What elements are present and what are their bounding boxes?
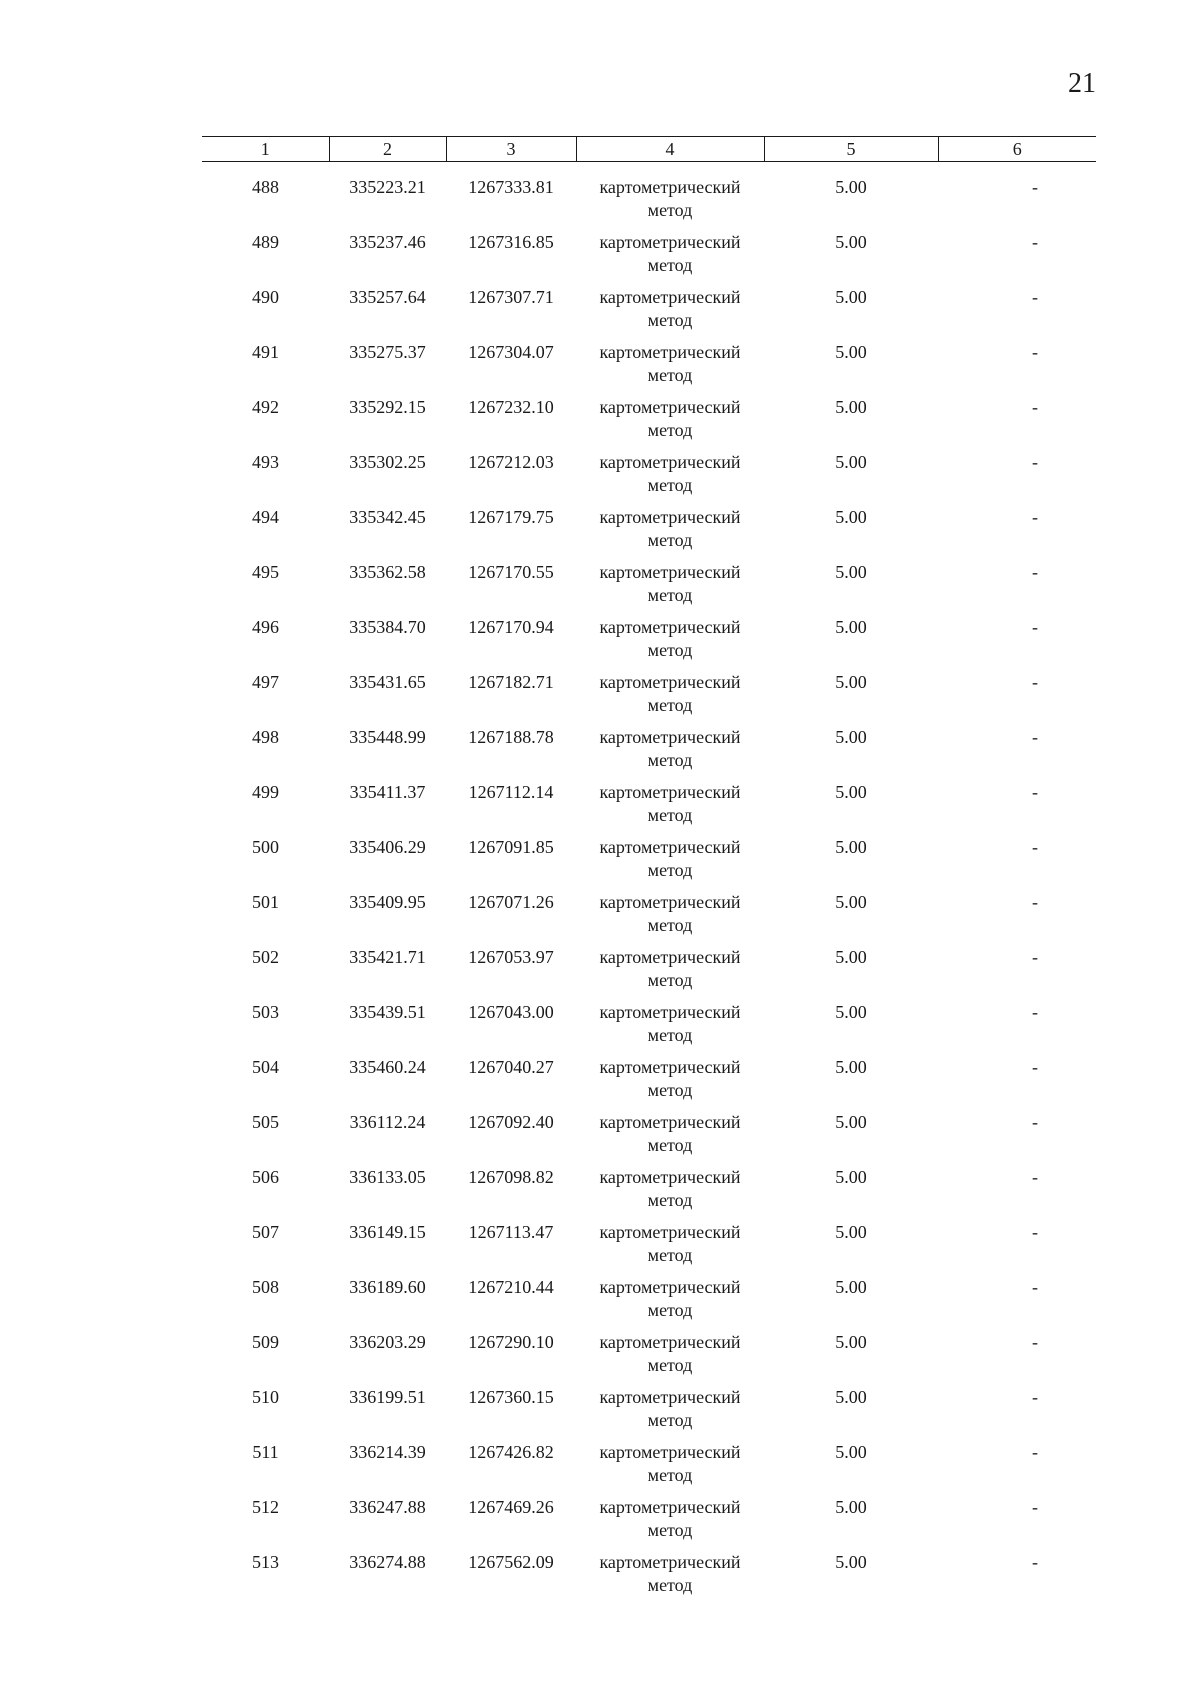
method-cell	[576, 671, 764, 726]
note-value: -	[1032, 232, 1038, 252]
method-line-2: метод	[647, 860, 693, 880]
method-line-2: метод	[647, 1025, 693, 1045]
note-value: -	[1032, 1277, 1038, 1297]
note-value: -	[1032, 1112, 1038, 1132]
coordinate-x: 335384.70	[349, 617, 426, 637]
method-cell	[576, 1056, 764, 1111]
method-cell	[576, 396, 764, 451]
table-row	[202, 1166, 1096, 1221]
method-line-1: картометрический	[599, 1222, 741, 1242]
method-cell	[576, 1221, 764, 1276]
coordinate-y: 1267043.00	[468, 1002, 554, 1022]
coordinate-x: 336189.60	[349, 1277, 426, 1297]
method-cell	[576, 1386, 764, 1441]
note-value: -	[1032, 397, 1038, 417]
table-row	[202, 946, 1096, 1001]
page-number: 21	[1068, 68, 1096, 99]
method-line-2: метод	[647, 1190, 693, 1210]
method-line-2: метод	[647, 310, 693, 330]
accuracy-value: 5.00	[835, 782, 867, 802]
coordinate-y: 1267040.27	[468, 1057, 554, 1077]
table-row	[202, 341, 1096, 396]
note-value: -	[1032, 452, 1038, 472]
table-row	[202, 451, 1096, 506]
method-line-1: картометрический	[599, 452, 741, 472]
accuracy-value: 5.00	[835, 1387, 867, 1407]
coordinate-y: 1267112.14	[468, 782, 554, 802]
point-number: 501	[252, 892, 279, 912]
table-row	[202, 1496, 1096, 1551]
coordinate-x: 335275.37	[349, 342, 426, 362]
method-cell	[576, 231, 764, 286]
method-line-1: картометрический	[599, 1057, 741, 1077]
method-cell	[576, 946, 764, 1001]
method-cell	[576, 781, 764, 836]
coordinate-x: 335460.24	[349, 1057, 426, 1077]
method-line-2: метод	[647, 970, 693, 990]
point-number: 503	[252, 1002, 279, 1022]
point-number: 494	[252, 507, 279, 527]
method-line-2: метод	[647, 1355, 693, 1375]
accuracy-value: 5.00	[835, 452, 867, 472]
coordinate-x: 335342.45	[349, 507, 426, 527]
method-line-1: картометрический	[599, 1442, 741, 1462]
accuracy-value: 5.00	[835, 947, 867, 967]
accuracy-value: 5.00	[835, 1167, 867, 1187]
accuracy-value: 5.00	[835, 177, 867, 197]
method-line-1: картометрический	[599, 1497, 741, 1517]
table-row	[202, 891, 1096, 946]
column-header-6: 6	[938, 137, 1096, 162]
point-number: 509	[252, 1332, 279, 1352]
coordinate-y: 1267113.47	[468, 1222, 554, 1242]
point-number: 507	[252, 1222, 279, 1242]
coordinate-x: 336133.05	[349, 1167, 426, 1187]
method-line-1: картометрический	[599, 1002, 741, 1022]
table-row	[202, 1551, 1096, 1606]
coordinate-y: 1267426.82	[468, 1442, 554, 1462]
point-number: 490	[252, 287, 279, 307]
point-number: 500	[252, 837, 279, 857]
column-header-1: 1	[202, 137, 329, 162]
table-row	[202, 1331, 1096, 1386]
coordinate-y: 1267091.85	[468, 837, 554, 857]
accuracy-value: 5.00	[835, 562, 867, 582]
method-line-1: картометрический	[599, 617, 741, 637]
coordinate-x: 335421.71	[349, 947, 426, 967]
column-header-4: 4	[576, 137, 764, 162]
coordinate-x: 335406.29	[349, 837, 426, 857]
table-row	[202, 1386, 1096, 1441]
note-value: -	[1032, 177, 1038, 197]
method-line-1: картометрический	[599, 727, 741, 747]
coordinate-x: 336112.24	[349, 1112, 426, 1132]
accuracy-value: 5.00	[835, 1552, 867, 1572]
table-row	[202, 1111, 1096, 1166]
method-line-1: картометрический	[599, 1387, 741, 1407]
accuracy-value: 5.00	[835, 672, 867, 692]
coordinate-x: 336214.39	[349, 1442, 426, 1462]
note-value: -	[1032, 287, 1038, 307]
method-line-2: метод	[647, 1080, 693, 1100]
note-value: -	[1032, 1222, 1038, 1242]
method-cell	[576, 1496, 764, 1551]
table-row	[202, 1056, 1096, 1111]
note-value: -	[1032, 1387, 1038, 1407]
note-value: -	[1032, 1002, 1038, 1022]
accuracy-value: 5.00	[835, 1002, 867, 1022]
table-row	[202, 561, 1096, 616]
method-line-1: картометрический	[599, 232, 741, 252]
table-row	[202, 506, 1096, 561]
method-cell	[576, 1166, 764, 1221]
coordinate-x: 335362.58	[349, 562, 426, 582]
accuracy-value: 5.00	[835, 837, 867, 857]
coordinate-y: 1267307.71	[468, 287, 554, 307]
method-line-1: картометрический	[599, 1332, 741, 1352]
coordinate-x: 335237.46	[349, 232, 426, 252]
table-row	[202, 231, 1096, 286]
note-value: -	[1032, 562, 1038, 582]
method-line-2: метод	[647, 1520, 693, 1540]
coordinate-y: 1267232.10	[468, 397, 554, 417]
note-value: -	[1032, 1167, 1038, 1187]
method-line-2: метод	[647, 1575, 693, 1595]
accuracy-value: 5.00	[835, 727, 867, 747]
accuracy-value: 5.00	[835, 287, 867, 307]
note-value: -	[1032, 727, 1038, 747]
coordinate-x: 336203.29	[349, 1332, 426, 1352]
note-value: -	[1032, 1552, 1038, 1572]
method-line-1: картометрический	[599, 342, 741, 362]
table-row	[202, 836, 1096, 891]
method-line-2: метод	[647, 805, 693, 825]
method-line-2: метод	[647, 365, 693, 385]
column-header-5: 5	[764, 137, 938, 162]
coordinate-y: 1267210.44	[468, 1277, 554, 1297]
method-line-2: метод	[647, 585, 693, 605]
point-number: 499	[252, 782, 279, 802]
method-line-2: метод	[647, 255, 693, 275]
accuracy-value: 5.00	[835, 397, 867, 417]
coordinate-y: 1267316.85	[468, 232, 554, 252]
coordinate-y: 1267071.26	[468, 892, 554, 912]
note-value: -	[1032, 1497, 1038, 1517]
point-number: 504	[252, 1057, 279, 1077]
method-cell	[576, 616, 764, 671]
table-row	[202, 396, 1096, 451]
method-cell	[576, 1276, 764, 1331]
note-value: -	[1032, 342, 1038, 362]
point-number: 508	[252, 1277, 279, 1297]
method-line-1: картометрический	[599, 177, 741, 197]
coordinate-y: 1267562.09	[468, 1552, 554, 1572]
note-value: -	[1032, 947, 1038, 967]
coordinate-x: 335431.65	[349, 672, 426, 692]
point-number: 502	[252, 947, 279, 967]
point-number: 488	[252, 177, 279, 197]
method-line-1: картометрический	[599, 507, 741, 527]
method-cell	[576, 506, 764, 561]
method-line-1: картометрический	[599, 837, 741, 857]
coordinate-y: 1267182.71	[468, 672, 554, 692]
method-cell	[576, 1331, 764, 1386]
accuracy-value: 5.00	[835, 892, 867, 912]
accuracy-value: 5.00	[835, 1497, 867, 1517]
method-line-1: картометрический	[599, 562, 741, 582]
method-cell	[576, 1111, 764, 1166]
coordinate-x: 335302.25	[349, 452, 426, 472]
coordinate-y: 1267179.75	[468, 507, 554, 527]
method-cell	[576, 561, 764, 616]
coordinate-x: 335411.37	[349, 782, 426, 802]
method-cell	[576, 1551, 764, 1606]
method-line-2: метод	[647, 475, 693, 495]
coordinate-x: 335409.95	[349, 892, 426, 912]
method-cell	[576, 1001, 764, 1056]
column-header-3: 3	[446, 137, 576, 162]
point-number: 506	[252, 1167, 279, 1187]
point-number: 512	[252, 1497, 279, 1517]
method-line-1: картометрический	[599, 1112, 741, 1132]
coordinate-y: 1267304.07	[468, 342, 554, 362]
table-row	[202, 1001, 1096, 1056]
point-number: 497	[252, 672, 279, 692]
note-value: -	[1032, 507, 1038, 527]
point-number: 498	[252, 727, 279, 747]
coordinate-y: 1267053.97	[468, 947, 554, 967]
method-cell	[576, 836, 764, 891]
table-row	[202, 726, 1096, 781]
method-line-2: метод	[647, 640, 693, 660]
note-value: -	[1032, 892, 1038, 912]
coordinate-y: 1267469.26	[468, 1497, 554, 1517]
coordinate-x: 335439.51	[349, 1002, 426, 1022]
method-line-1: картометрический	[599, 782, 741, 802]
method-line-1: картометрический	[599, 397, 741, 417]
point-number: 505	[252, 1112, 279, 1132]
note-value: -	[1032, 837, 1038, 857]
coordinate-x: 335257.64	[349, 287, 426, 307]
table-row	[202, 671, 1096, 726]
method-line-2: метод	[647, 200, 693, 220]
coordinate-x: 336149.15	[349, 1222, 426, 1242]
coordinate-x: 335292.15	[349, 397, 426, 417]
accuracy-value: 5.00	[835, 1112, 867, 1132]
coordinate-y: 1267188.78	[468, 727, 554, 747]
table-row	[202, 1221, 1096, 1276]
accuracy-value: 5.00	[835, 1277, 867, 1297]
note-value: -	[1032, 617, 1038, 637]
method-line-2: метод	[647, 1135, 693, 1155]
coordinate-y: 1267290.10	[468, 1332, 554, 1352]
method-line-2: метод	[647, 1300, 693, 1320]
method-line-1: картометрический	[599, 1167, 741, 1187]
accuracy-value: 5.00	[835, 617, 867, 637]
method-line-2: метод	[647, 915, 693, 935]
accuracy-value: 5.00	[835, 342, 867, 362]
method-line-2: метод	[647, 420, 693, 440]
coordinate-x: 335448.99	[349, 727, 426, 747]
coordinate-x: 336199.51	[349, 1387, 426, 1407]
point-number: 496	[252, 617, 279, 637]
method-cell	[576, 726, 764, 781]
coordinate-x: 336247.88	[349, 1497, 426, 1517]
coordinate-y: 1267170.94	[468, 617, 554, 637]
coordinate-y: 1267360.15	[468, 1387, 554, 1407]
note-value: -	[1032, 1057, 1038, 1077]
note-value: -	[1032, 782, 1038, 802]
method-cell	[576, 162, 764, 232]
table-row	[202, 286, 1096, 341]
table-header-row	[202, 137, 1096, 162]
method-line-2: метод	[647, 530, 693, 550]
coordinate-y: 1267333.81	[468, 177, 554, 197]
method-cell	[576, 341, 764, 396]
method-line-1: картометрический	[599, 947, 741, 967]
note-value: -	[1032, 672, 1038, 692]
method-line-1: картометрический	[599, 287, 741, 307]
method-line-2: метод	[647, 695, 693, 715]
point-number: 493	[252, 452, 279, 472]
coordinate-x: 336274.88	[349, 1552, 426, 1572]
accuracy-value: 5.00	[835, 1222, 867, 1242]
accuracy-value: 5.00	[835, 1442, 867, 1462]
method-line-2: метод	[647, 1410, 693, 1430]
coordinate-y: 1267098.82	[468, 1167, 554, 1187]
accuracy-value: 5.00	[835, 1057, 867, 1077]
method-cell	[576, 891, 764, 946]
point-number: 510	[252, 1387, 279, 1407]
table-row	[202, 1276, 1096, 1331]
method-line-2: метод	[647, 750, 693, 770]
coordinates-table	[202, 136, 1096, 1606]
table-row	[202, 781, 1096, 836]
coordinate-y: 1267212.03	[468, 452, 554, 472]
method-line-1: картометрический	[599, 672, 741, 692]
table-row	[202, 162, 1096, 232]
note-value: -	[1032, 1332, 1038, 1352]
point-number: 495	[252, 562, 279, 582]
method-cell	[576, 286, 764, 341]
column-header-2: 2	[329, 137, 446, 162]
point-number: 513	[252, 1552, 279, 1572]
point-number: 489	[252, 232, 279, 252]
point-number: 491	[252, 342, 279, 362]
coordinate-y: 1267170.55	[468, 562, 554, 582]
method-line-2: метод	[647, 1245, 693, 1265]
accuracy-value: 5.00	[835, 232, 867, 252]
accuracy-value: 5.00	[835, 507, 867, 527]
method-line-1: картометрический	[599, 1277, 741, 1297]
method-line-2: метод	[647, 1465, 693, 1485]
method-cell	[576, 1441, 764, 1496]
accuracy-value: 5.00	[835, 1332, 867, 1352]
coordinate-x: 335223.21	[349, 177, 426, 197]
coordinate-y: 1267092.40	[468, 1112, 554, 1132]
method-cell	[576, 451, 764, 506]
table-row	[202, 1441, 1096, 1496]
method-line-1: картометрический	[599, 892, 741, 912]
note-value: -	[1032, 1442, 1038, 1462]
table-row	[202, 616, 1096, 671]
point-number: 511	[252, 1442, 279, 1462]
method-line-1: картометрический	[599, 1552, 741, 1572]
point-number: 492	[252, 397, 279, 417]
